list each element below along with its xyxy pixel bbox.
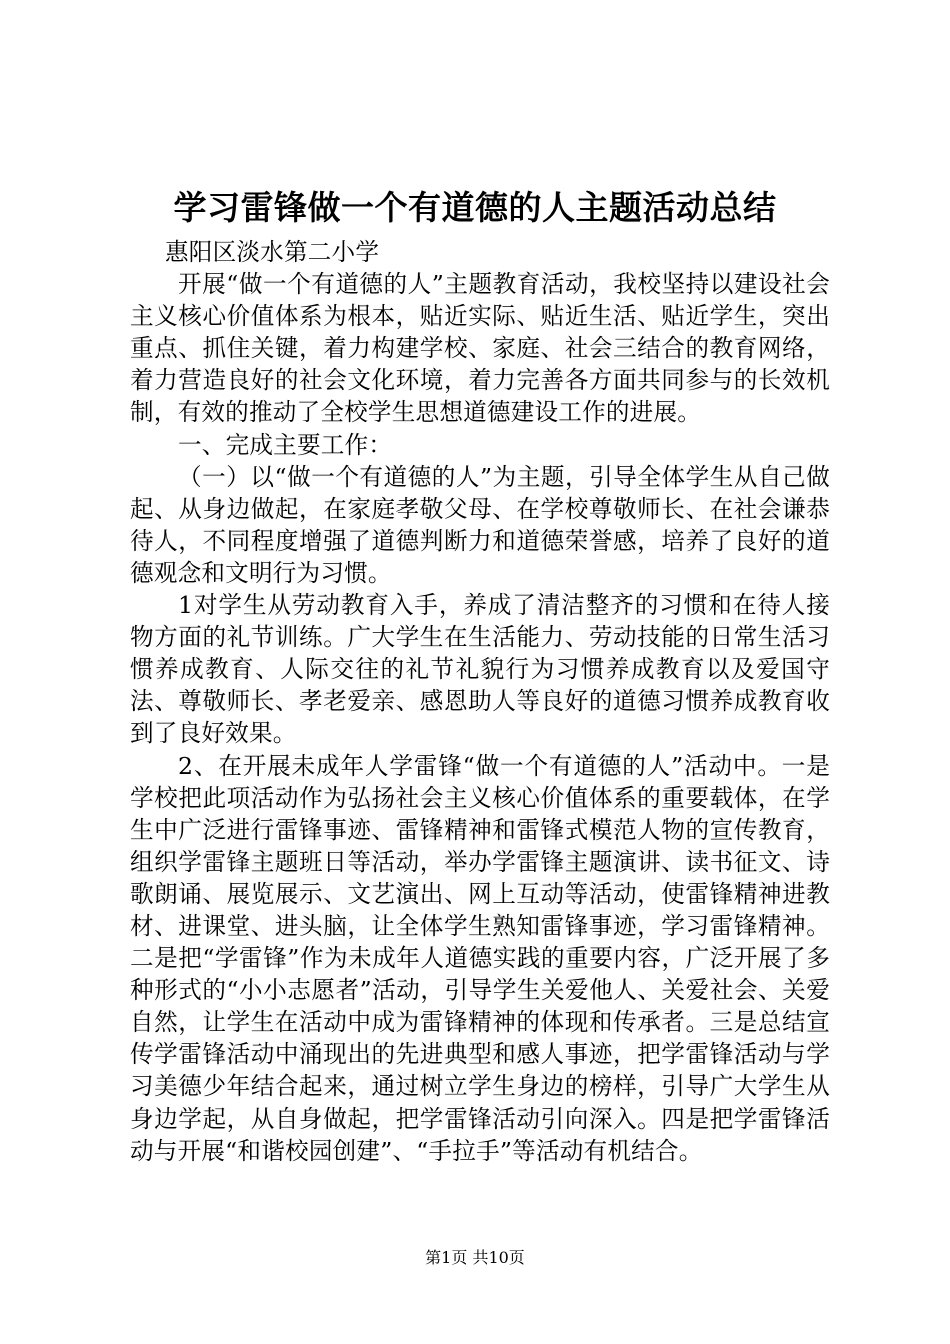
document-body <box>130 236 830 1167</box>
paragraph-item-2: 2、在开展未成年人学雷锋“做一个有道德的人”活动中。一是学校把此项活动作为弘扬社会主义核心价值体系的重要载体，在学生中广泛进行雷锋事迹、雷锋精神和雷锋式模范人物的宣传教育，组织学雷锋主题班日等活动，举办学雷锋主题演讲、读书征文、诗歌朗诵、展览展示、文艺演出、网上互动等活动，使雷锋精神进教材、进课堂、进头脑，让全体学生熟知雷锋事迹，学习雷锋精神。二是把“学雷锋”作为未成年人道德实践的重要内容，广泛开展了多种形式的“小小志愿者”活动，引导学生关爱他人、关爱社会、关爱自然，让学生在活动中成为雷锋精神的体现和传承者。三是总结宣传学雷锋活动中涌现出的先进典型和感人事迹，把学雷锋活动与学习美德少年结合起来，通过树立学生身边的榜样，引导广大学生从身边学起，从自身做起，把学雷锋活动引向深入。四是把学雷锋活动与开展“和谐校园创建”、“手拉手”等活动有机结合。 <box>130 751 830 1165</box>
document-title: 学习雷锋做一个有道德的人主题活动总结 <box>173 188 777 227</box>
paragraph-subsection-1: （一）以“做一个有道德的人”为主题，引导全体学生从自己做起、从身边做起，在家庭孝敬父母、在学校尊敬师长、在社会谦恭待人，不同程度增强了道德判断力和道德荣誉感，培养了良好的道德观念和文明行为习惯。 <box>130 462 830 587</box>
paragraph-item-1: 1对学生从劳动教育入手，养成了清洁整齐的习惯和在待人接物方面的礼节训练。广大学生在生活能力、劳动技能的日常生活习惯养成教育、人际交往的礼节礼貌行为习惯养成教育以及爱国守法、尊敬师长、孝老爱亲、感恩助人等良好的道德习惯养成教育收到了良好效果。 <box>130 591 830 748</box>
section-heading: 一、完成主要工作： <box>178 430 393 459</box>
paragraph-intro: 开展“做一个有道德的人”主题教育活动，我校坚持以建设社会主义核心价值体系为根本，贴近实际、贴近生活、贴近学生，突出重点、抓住关键，着力构建学校、家庭、社会三结合的教育网络，着力营造良好的社会文化环境，着力完善各方面共同参与的长效机制，有效的推动了全校学生思想道德建设工作的进展。 <box>130 270 830 427</box>
page-footer: 第1页 共10页 <box>425 1248 525 1267</box>
author-line: 惠阳区淡水第二小学 <box>165 238 380 266</box>
